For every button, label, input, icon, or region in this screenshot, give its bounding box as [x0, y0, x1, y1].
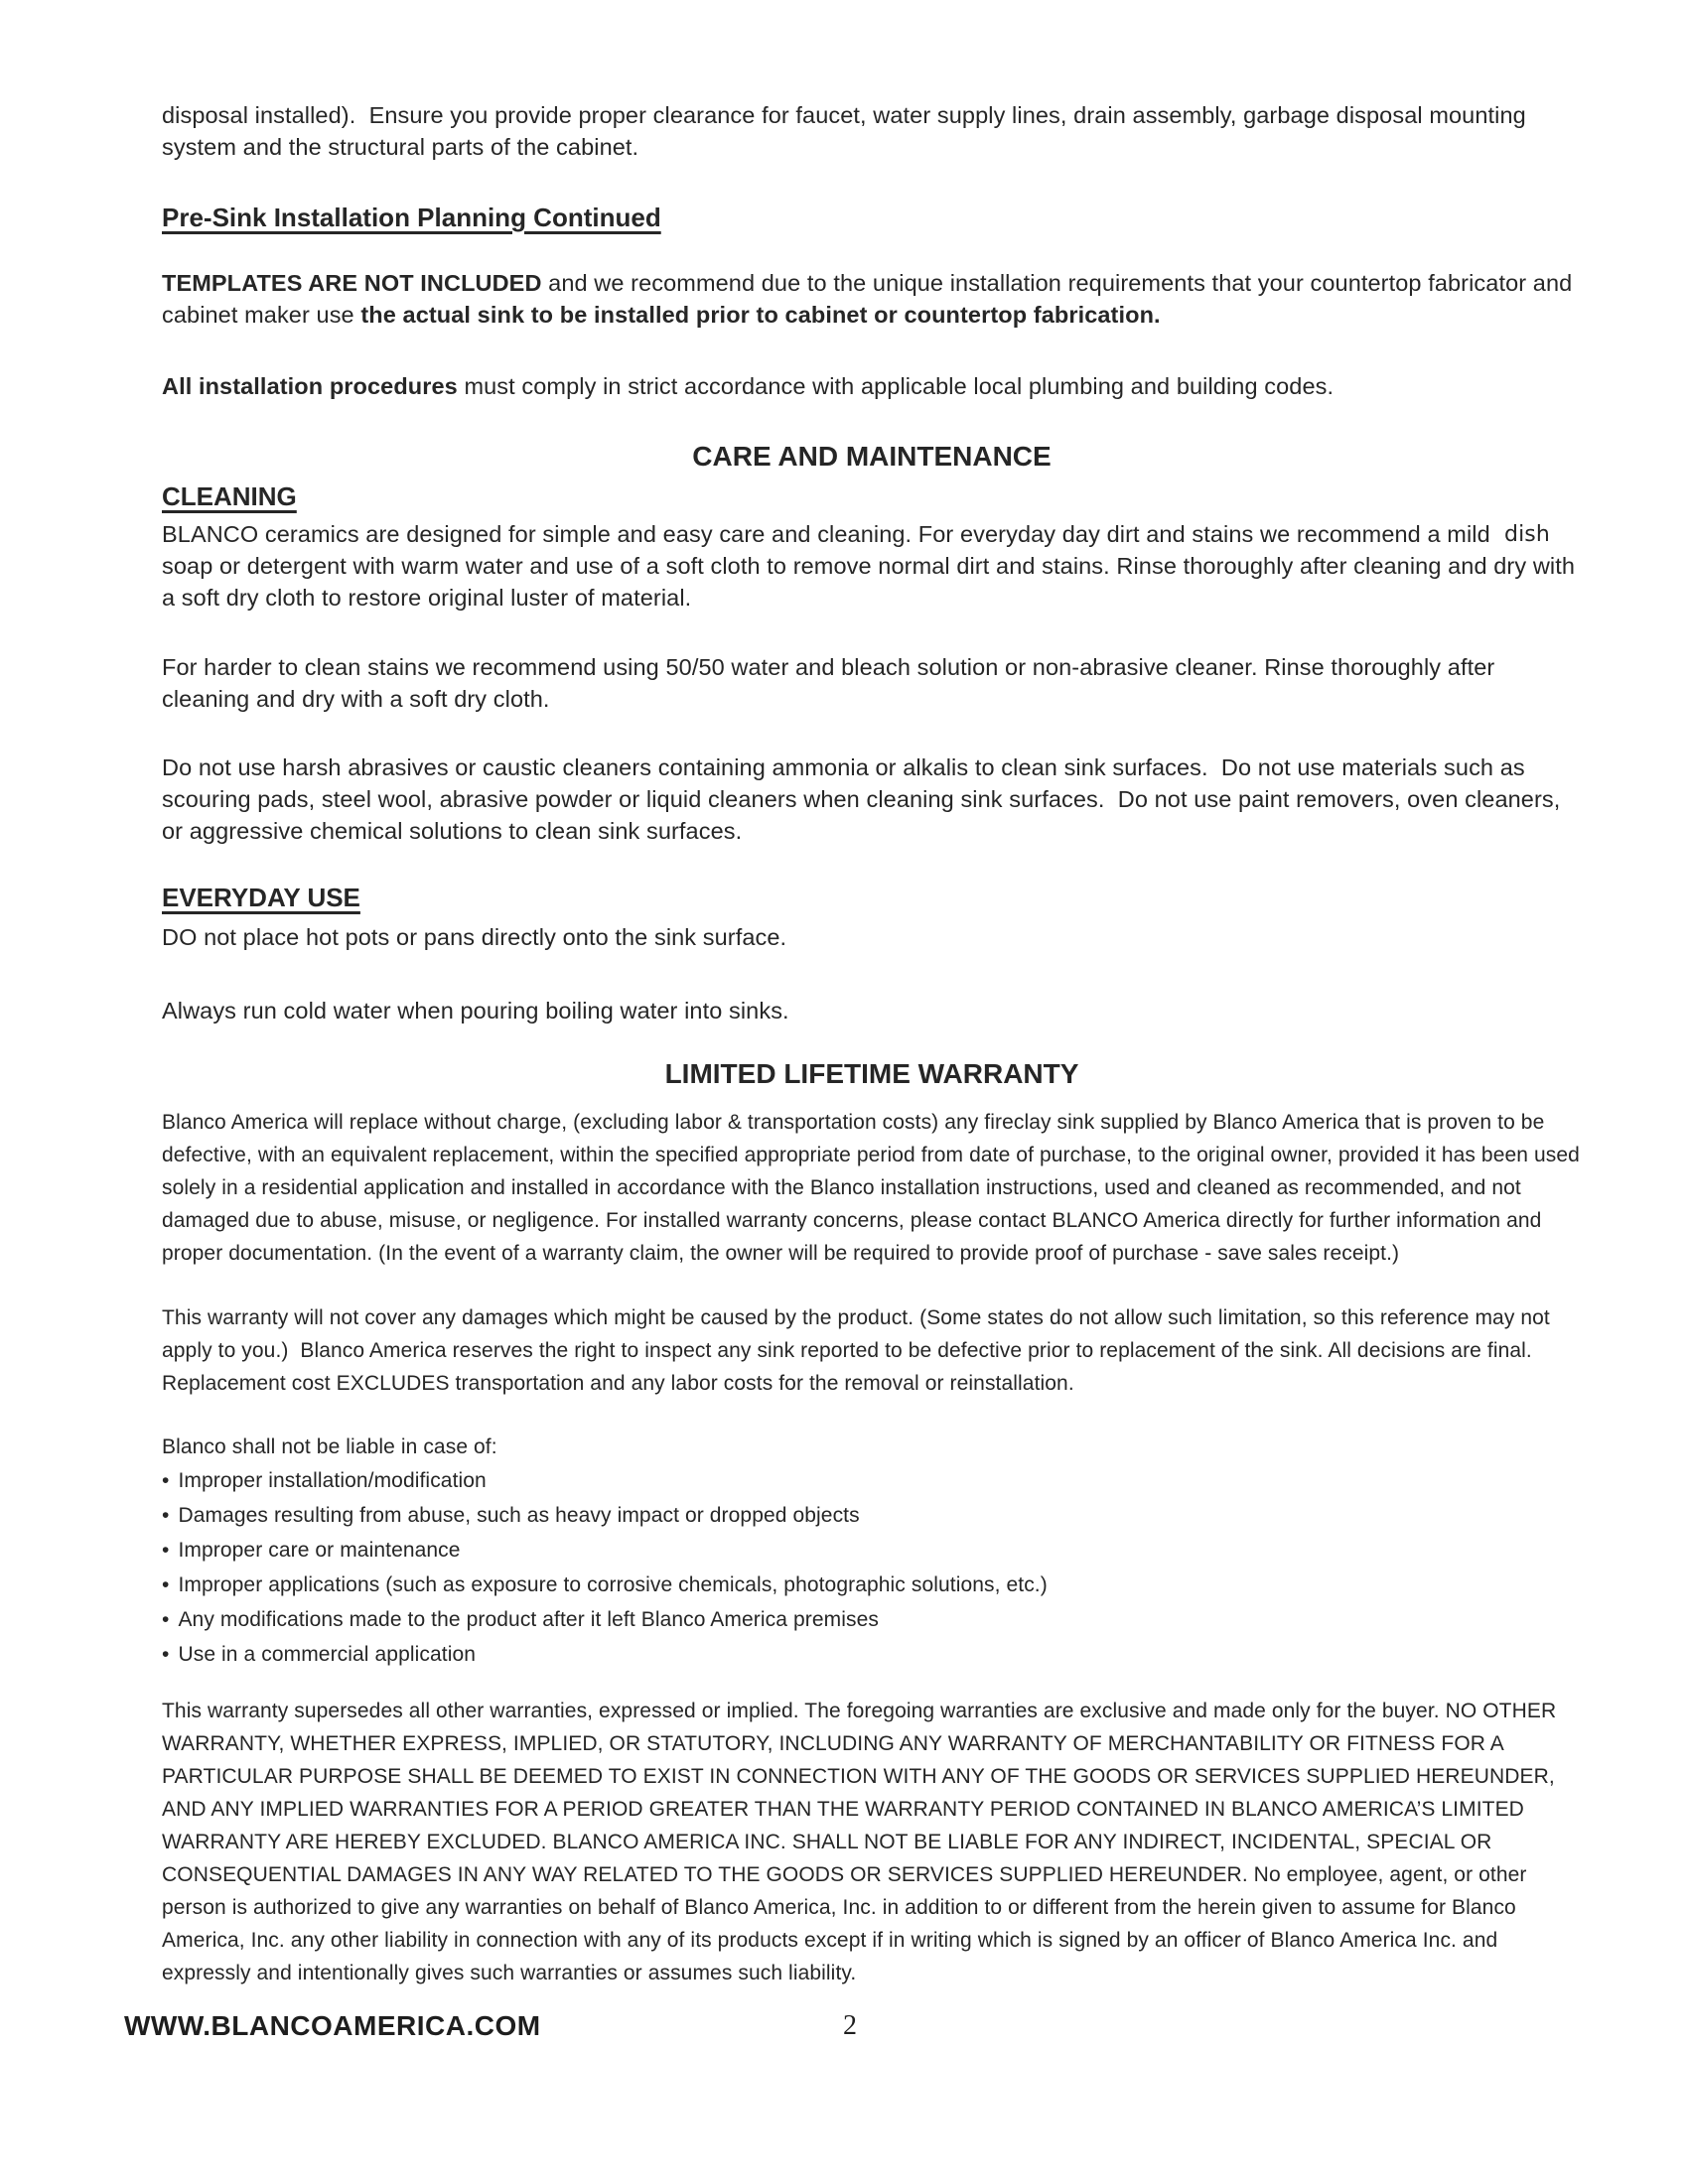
templates-regular-text: and we recommend due to the unique installation requirements that your countertop fabricator and cabinet maker use: [162, 270, 1579, 328]
paragraph-cleaning-detergent: [162, 518, 1582, 614]
templates-bold-text: TEMPLATES ARE NOT INCLUDED: [162, 270, 542, 296]
bullet-text: Improper installation/modification: [178, 1469, 487, 1492]
list-item: [162, 1637, 1582, 1672]
heading-cleaning: CLEANING: [162, 481, 297, 511]
cleaning-continuation: soap or detergent with warm water and use of a soft cloth to remove normal dirt and stains. Rinse thoroughly after cleaning and dry with a soft dry cloth to restore original luster of material.: [162, 553, 1582, 611]
bullet-icon: •: [162, 1469, 170, 1492]
cleaning-first-line: BLANCO ceramics are designed for simple and easy care and cleaning. For everyday day dirt and stains we recommend a mild: [162, 521, 1490, 547]
templates-bold-text-2: the actual sink to be installed prior to cabinet or countertop fabrication.: [360, 302, 1161, 328]
paragraph-warranty-exclusions: This warranty will not cover any damages which might be caused by the product. (Some states do not allow such limitation, so this reference may not apply to you.) Blanco America reserves the right to inspect any sink reported to be defective prior to replacement of the sink. All decisions are final. Replacement cost EXCLUDES transportation and any labor costs for the removal or reinstallation.: [162, 1306, 1556, 1395]
list-item: [162, 1602, 1582, 1637]
bullet-icon: •: [162, 1643, 170, 1666]
bullet-text: Any modifications made to the product after it left Blanco America premises: [178, 1608, 879, 1631]
procedures-regular-text: must comply in strict accordance with applicable local plumbing and building codes.: [457, 373, 1335, 399]
bullet-icon: •: [162, 1573, 170, 1596]
list-item: [162, 1568, 1582, 1602]
bullet-text: Improper care or maintenance: [178, 1539, 461, 1562]
paragraph-liability-intro: Blanco shall not be liable in case of:: [162, 1435, 497, 1458]
paragraph-warranty-supersedes: This warranty supersedes all other warranties, expressed or implied. The foregoing warranties are exclusive and made only for the buyer. NO OTHER WARRANTY, WHETHER EXPRESS, IMPLIED, OR STATUTORY, INCLUDING ANY WARRANTY OF MERCHANTABILITY OR FITNESS FOR A PARTICULAR PURPOSE SHALL BE DEEMED TO EXIST IN CONNECTION WITH ANY OF THE GOODS OR SERVICES SUPPLIED HEREUNDER, AND ANY IMPLIED WARRANTIES FOR A PERIOD GREATER THAN THE WARRANTY PERIOD CONTAINED IN BLANCO AMERICA’S LIMITED WARRANTY ARE HEREBY EXCLUDED. BLANCO AMERICA INC. SHALL NOT BE LIABLE FOR ANY INDIRECT, INCIDENTAL, SPECIAL OR CONSEQUENTIAL DAMAGES IN ANY WAY RELATED TO THE GOODS OR SERVICES SUPPLIED HEREUNDER. No employee, agent, or other person is authorized to give any warranties on behalf of Blanco America, Inc. in addition to or different from the herein given to assume for Blanco America, Inc. any other liability in connection with any of its products except if in writing which is signed by an officer of Blanco America Inc. and expressly and intentionally gives such warranties or assumes such liability.: [162, 1700, 1563, 1984]
list-item: [162, 1463, 1582, 1498]
procedures-bold-text: All installation procedures: [162, 373, 458, 399]
list-item: [162, 1498, 1582, 1533]
bullet-text: Use in a commercial application: [178, 1643, 477, 1666]
heading-care-and-maintenance: CARE AND MAINTENANCE: [692, 441, 1052, 472]
paragraph-hot-pots: DO not place hot pots or pans directly onto the sink surface.: [162, 924, 787, 950]
list-item: [162, 1533, 1582, 1568]
paragraph-cleaning-bleach: For harder to clean stains we recommend using 50/50 water and bleach solution or non-abrasive cleaner. Rinse thoroughly after cleaning and dry with a soft dry cloth.: [162, 654, 1501, 712]
bullet-icon: •: [162, 1608, 170, 1631]
bullet-icon: •: [162, 1504, 170, 1527]
bullet-text: Damages resulting from abuse, such as heavy impact or dropped objects: [178, 1504, 860, 1527]
paragraph-cleaning-abrasives: Do not use harsh abrasives or caustic cleaners containing ammonia or alkalis to clean sink surfaces. Do not use materials such as scouring pads, steel wool, abrasive powder or liquid cleaners when cleaning sink surfaces. Do not use paint removers, oven cleaners, or aggressive chemical solutions to clean sink surfaces.: [162, 754, 1568, 844]
heading-presink-planning: Pre-Sink Installation Planning Continued: [162, 203, 661, 232]
paragraph-cold-water: Always run cold water when pouring boiling water into sinks.: [162, 998, 789, 1024]
inserted-word-dish: dish: [1504, 522, 1550, 547]
paragraph-installation-codes: [162, 370, 1582, 402]
footer-website-text: WWW.BLANCOAMERICA.COM: [124, 2010, 541, 2041]
page-footer: [124, 2010, 1582, 2054]
page-number: 2: [843, 2010, 857, 2041]
liability-bullet-list: [162, 1463, 1582, 1672]
paragraph-presink-intro: disposal installed). Ensure you provide proper clearance for faucet, water supply lines, drain assembly, garbage disposal mounting system and the structural parts of the cabinet.: [162, 102, 1533, 160]
heading-limited-lifetime-warranty: LIMITED LIFETIME WARRANTY: [664, 1058, 1079, 1089]
bullet-text: Improper applications (such as exposure to corrosive chemicals, photographic solutions, etc.): [178, 1573, 1048, 1596]
heading-everyday-use: EVERYDAY USE: [162, 883, 360, 912]
paragraph-warranty-coverage: Blanco America will replace without charge, (excluding labor & transportation costs) any fireclay sink supplied by Blanco America that is proven to be defective, with an equivalent replacement, within the specified appropriate period from date of purchase, to the original owner, provided it has been used solely in a residential application and installed in accordance with the Blanco installation instructions, used and cleaned as recommended, and not damaged due to abuse, misuse, or negligence. For installed warranty concerns, please contact BLANCO America directly for further information and proper documentation. (In the event of a warranty claim, the owner will be required to provide proof of purchase - save sales receipt.): [162, 1111, 1586, 1265]
bullet-icon: •: [162, 1539, 170, 1562]
paragraph-templates: [162, 267, 1582, 331]
